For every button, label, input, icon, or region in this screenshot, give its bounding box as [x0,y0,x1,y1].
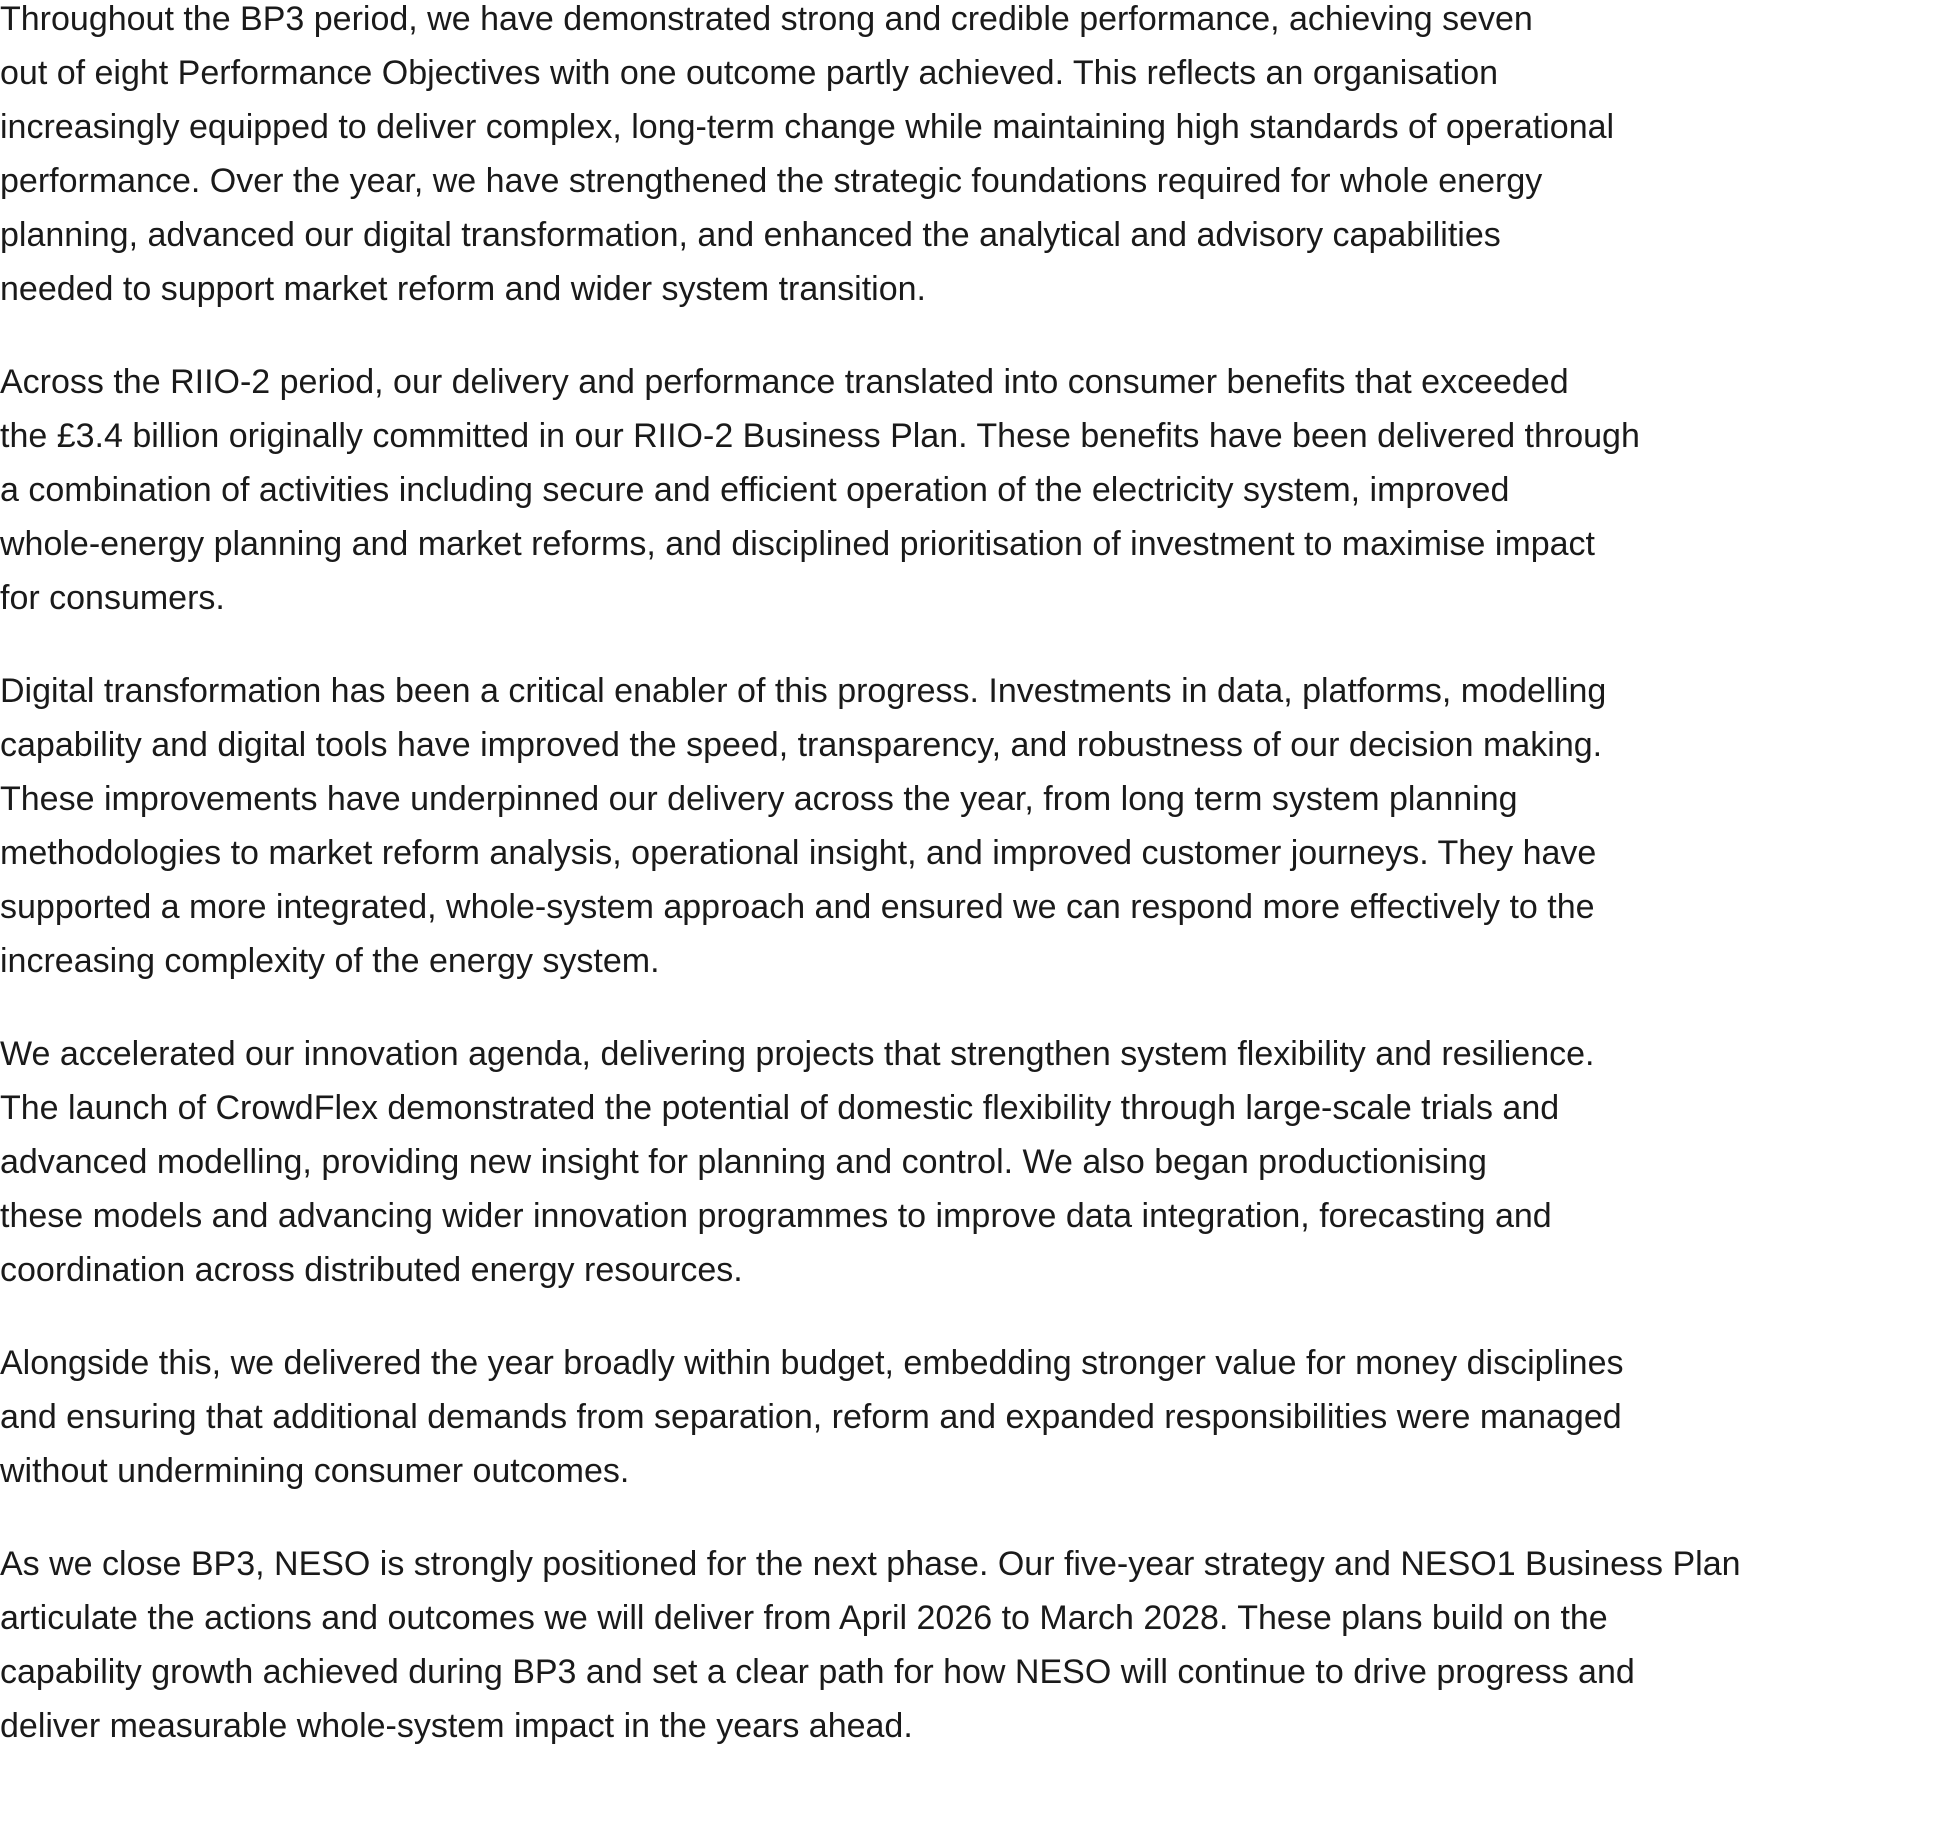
text-line: Throughout the BP3 period, we have demonstrated strong and credible performance, achieving seven [0,0,1533,38]
text-line: a combination of activities including secure and efficient operation of the electricity system, improved [0,471,1510,509]
text-line: We accelerated our innovation agenda, delivering projects that strengthen system flexibility and resilience. [0,1035,1595,1073]
paragraph-2 [0,355,1943,625]
text-line: capability growth achieved during BP3 and set a clear path for how NESO will continue to drive progress and [0,1653,1635,1691]
text-line: planning, advanced our digital transformation, and enhanced the analytical and advisory capabilities [0,216,1501,254]
paragraph-5 [0,1336,1943,1498]
text-line: As we close BP3, NESO is strongly positioned for the next phase. Our five-year strategy and NESO1 Business Plan [0,1545,1741,1583]
text-line: methodologies to market reform analysis, operational insight, and improved customer journeys. They have [0,834,1597,872]
paragraph-6 [0,1537,1943,1753]
text-line: Alongside this, we delivered the year broadly within budget, embedding stronger value for money disciplines [0,1344,1624,1382]
text-line: Digital transformation has been a critical enabler of this progress. Investments in data, platforms, modelling [0,672,1607,710]
text-line: out of eight Performance Objectives with one outcome partly achieved. This reflects an organisation [0,54,1499,92]
text-line: whole-energy planning and market reforms, and disciplined prioritisation of investment to maximise impact [0,525,1595,563]
text-line: the £3.4 billion originally committed in our RIIO-2 Business Plan. These benefits have been delivered through [0,417,1640,455]
text-line: deliver measurable whole-system impact in the years ahead. [0,1707,913,1745]
text-line: coordination across distributed energy resources. [0,1251,743,1289]
text-line: The launch of CrowdFlex demonstrated the potential of domestic flexibility through large-scale trials and [0,1089,1560,1127]
text-line: Across the RIIO-2 period, our delivery and performance translated into consumer benefits that exceeded [0,363,1569,401]
text-line: articulate the actions and outcomes we will deliver from April 2026 to March 2028. These plans build on the [0,1599,1608,1637]
paragraph-3 [0,664,1943,988]
text-line: performance. Over the year, we have strengthened the strategic foundations required for whole energy [0,162,1543,200]
text-line: advanced modelling, providing new insight for planning and control. We also began productionising [0,1143,1487,1181]
text-line: supported a more integrated, whole-system approach and ensured we can respond more effectively to the [0,888,1595,926]
text-line: for consumers. [0,579,225,617]
text-line: capability and digital tools have improved the speed, transparency, and robustness of our decision making. [0,726,1603,764]
text-line: These improvements have underpinned our delivery across the year, from long term system planning [0,780,1518,818]
paragraph-4 [0,1027,1943,1297]
text-line: increasing complexity of the energy system. [0,942,660,980]
text-line: increasingly equipped to deliver complex, long-term change while maintaining high standards of operational [0,108,1615,146]
text-line: without undermining consumer outcomes. [0,1452,630,1490]
text-line: and ensuring that additional demands from separation, reform and expanded responsibilities were managed [0,1398,1622,1436]
text-line: needed to support market reform and wider system transition. [0,270,926,308]
text-line: these models and advancing wider innovation programmes to improve data integration, forecasting and [0,1197,1552,1235]
paragraph-1 [0,0,1943,316]
